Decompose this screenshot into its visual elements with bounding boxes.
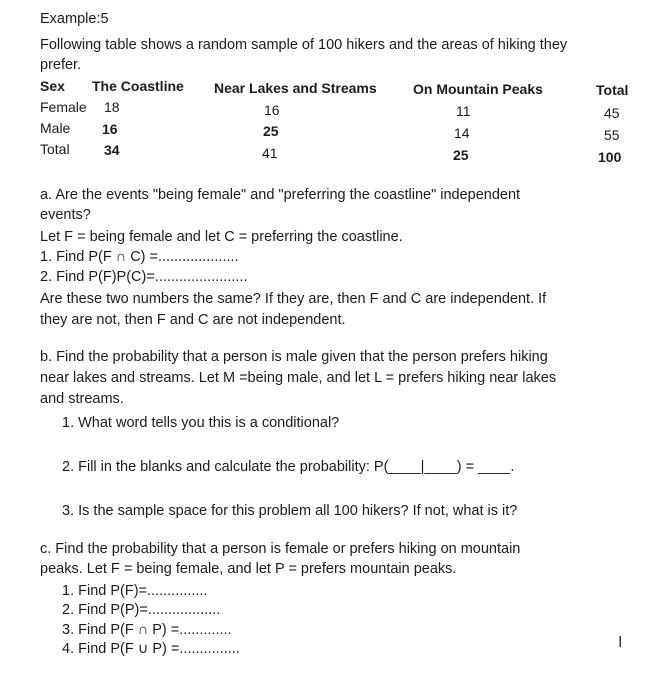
- table-cell: 11: [456, 103, 471, 119]
- table-header-lakes: Near Lakes and Streams: [214, 80, 377, 96]
- intro-line: Following table shows a random sample of 100 hikers and the areas of hiking they: [40, 37, 568, 53]
- part-b-question: 2. Fill in the blanks and calculate the probability: P(____|____) = ____.: [62, 459, 515, 475]
- table-cell: 55: [604, 127, 620, 143]
- table-header-sex: Sex: [40, 78, 65, 94]
- table-row-label: Male: [40, 120, 71, 136]
- table-header-total: Total: [596, 82, 629, 98]
- table-cell: 16: [102, 121, 118, 137]
- text-cursor-icon: I: [618, 634, 623, 651]
- table-row-label: Total: [40, 141, 70, 157]
- part-c-line: c. Find the probability that a person is female or prefers hiking on mountain: [40, 541, 521, 557]
- part-c-question: 1. Find P(F)=...............: [62, 583, 208, 599]
- part-a-line: Let F = being female and let C = preferring the coastline.: [40, 229, 403, 245]
- table-cell: 41: [262, 145, 278, 161]
- part-c-question: 4. Find P(F ∪ P) =...............: [62, 641, 240, 657]
- part-a-line: they are not, then F and C are not independent.: [40, 312, 346, 328]
- part-c-question: 2. Find P(P)=..................: [62, 602, 221, 618]
- table-cell: 45: [604, 105, 620, 121]
- table-cell: 16: [264, 102, 280, 118]
- part-b-question: 1. What word tells you this is a conditional?: [62, 415, 340, 431]
- table-cell: 100: [598, 149, 622, 165]
- table-header-coastline: The Coastline: [92, 78, 184, 94]
- table-cell: 34: [104, 142, 120, 158]
- table-cell: 25: [453, 147, 469, 163]
- part-c-question: 3. Find P(F ∩ P) =.............: [62, 622, 232, 638]
- part-b-question: 3. Is the sample space for this problem all 100 hikers? If not, what is it?: [62, 503, 518, 519]
- intro-line: prefer.: [40, 57, 82, 73]
- table-row-label: Female: [40, 99, 87, 115]
- part-a-question: 2. Find P(F)P(C)=.......................: [40, 269, 248, 285]
- part-b-line: near lakes and streams. Let M =being male, and let L = prefers hiking near lakes: [40, 370, 557, 386]
- table-cell: 25: [263, 123, 279, 139]
- part-b-line: and streams.: [40, 391, 124, 407]
- table-cell: 18: [104, 99, 120, 115]
- part-a-question: 1. Find P(F ∩ C) =....................: [40, 249, 239, 265]
- part-a-line: events?: [40, 207, 91, 223]
- part-a-line: Are these two numbers the same? If they are, then F and C are independent. If: [40, 291, 547, 307]
- table-header-mountain: On Mountain Peaks: [413, 81, 543, 97]
- table-cell: 14: [454, 125, 470, 141]
- part-c-line: peaks. Let F = being female, and let P = prefers mountain peaks.: [40, 561, 457, 577]
- part-b-line: b. Find the probability that a person is male given that the person prefers hiking: [40, 349, 548, 365]
- part-a-line: a. Are the events "being female" and "preferring the coastline" independent: [40, 187, 521, 203]
- example-title: Example:5: [40, 11, 109, 27]
